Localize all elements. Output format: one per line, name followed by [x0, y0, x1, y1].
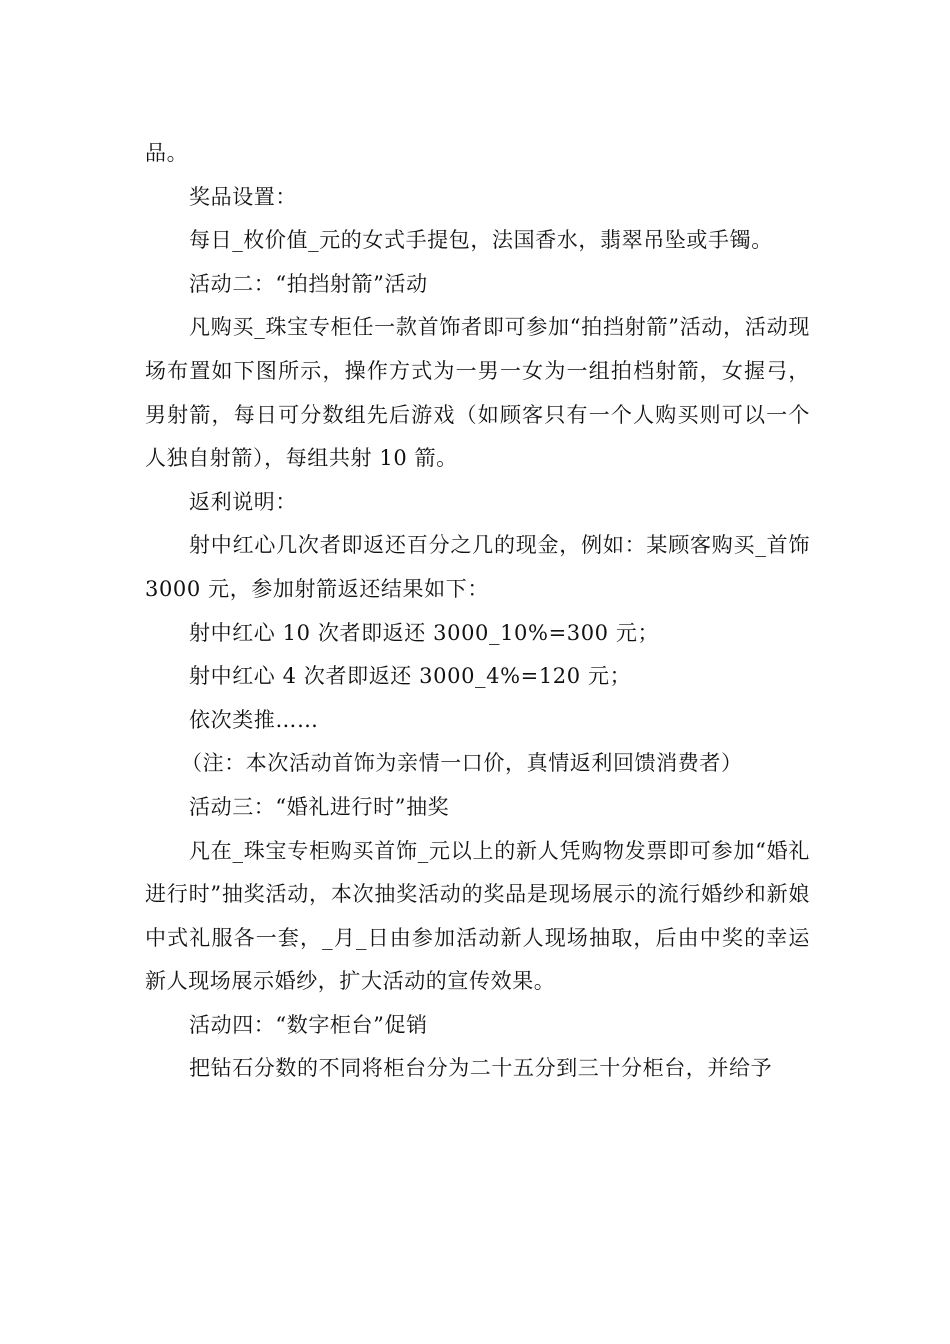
- paragraph-activity-four-heading: 活动四：“数字柜台”促销: [189, 1012, 428, 1037]
- paragraph-continuation: 品。: [145, 141, 189, 165]
- paragraph-activity-four-detail: 把钻石分数的不同将柜台分为二十五分到三十分柜台，并给予: [189, 1056, 773, 1081]
- paragraph-and-so-on: 依次类推……: [189, 707, 319, 732]
- paragraph-rebate-example-4: 射中红心 4 次者即返还 3000_4%=120 元；: [189, 664, 632, 689]
- paragraph-prize-heading: 奖品设置：: [189, 184, 297, 209]
- paragraph-note: （注：本次活动首饰为亲情一口价，真情返利回馈消费者）: [181, 751, 743, 776]
- paragraph-activity-three-detail: 凡在_珠宝专柜购买首饰_元以上的新人凭购物发票即可参加“婚礼进行时”抽奖活动，本次抽奖活动的奖品是现场展示的流行婚纱和新娘中式礼服各一套，_月_日由参加活动新人现场抽取，后由中奖的幸运新人现场展示婚纱，扩大活动的宣传效果。: [145, 838, 810, 994]
- paragraph-activity-two-heading: 活动二：“拍挡射箭”活动: [189, 271, 428, 296]
- paragraph-activity-two-detail: 凡购买_珠宝专柜任一款首饰者即可参加“拍挡射箭”活动，活动现场布置如下图所示，操作方式为一男一女为一组拍档射箭，女握弓，男射箭，每日可分数组先后游戏（如顾客只有一个人购买则可以一个人独自射箭），每组共射 10 箭。: [145, 315, 810, 471]
- paragraph-prize-detail: 每日_枚价值_元的女式手提包，法国香水，翡翠吊坠或手镯。: [189, 228, 773, 253]
- paragraph-rebate-heading: 返利说明：: [189, 489, 297, 514]
- paragraph-activity-three-heading: 活动三：“婚礼进行时”抽奖: [189, 794, 450, 819]
- paragraph-rebate-example-10: 射中红心 10 次者即返还 3000_10%=300 元；: [189, 620, 660, 645]
- paragraph-rebate-detail: 射中红心几次者即返还百分之几的现金，例如：某顾客购买_首饰 3000 元，参加射箭返还结果如下：: [145, 533, 810, 601]
- document-body: [145, 132, 810, 1091]
